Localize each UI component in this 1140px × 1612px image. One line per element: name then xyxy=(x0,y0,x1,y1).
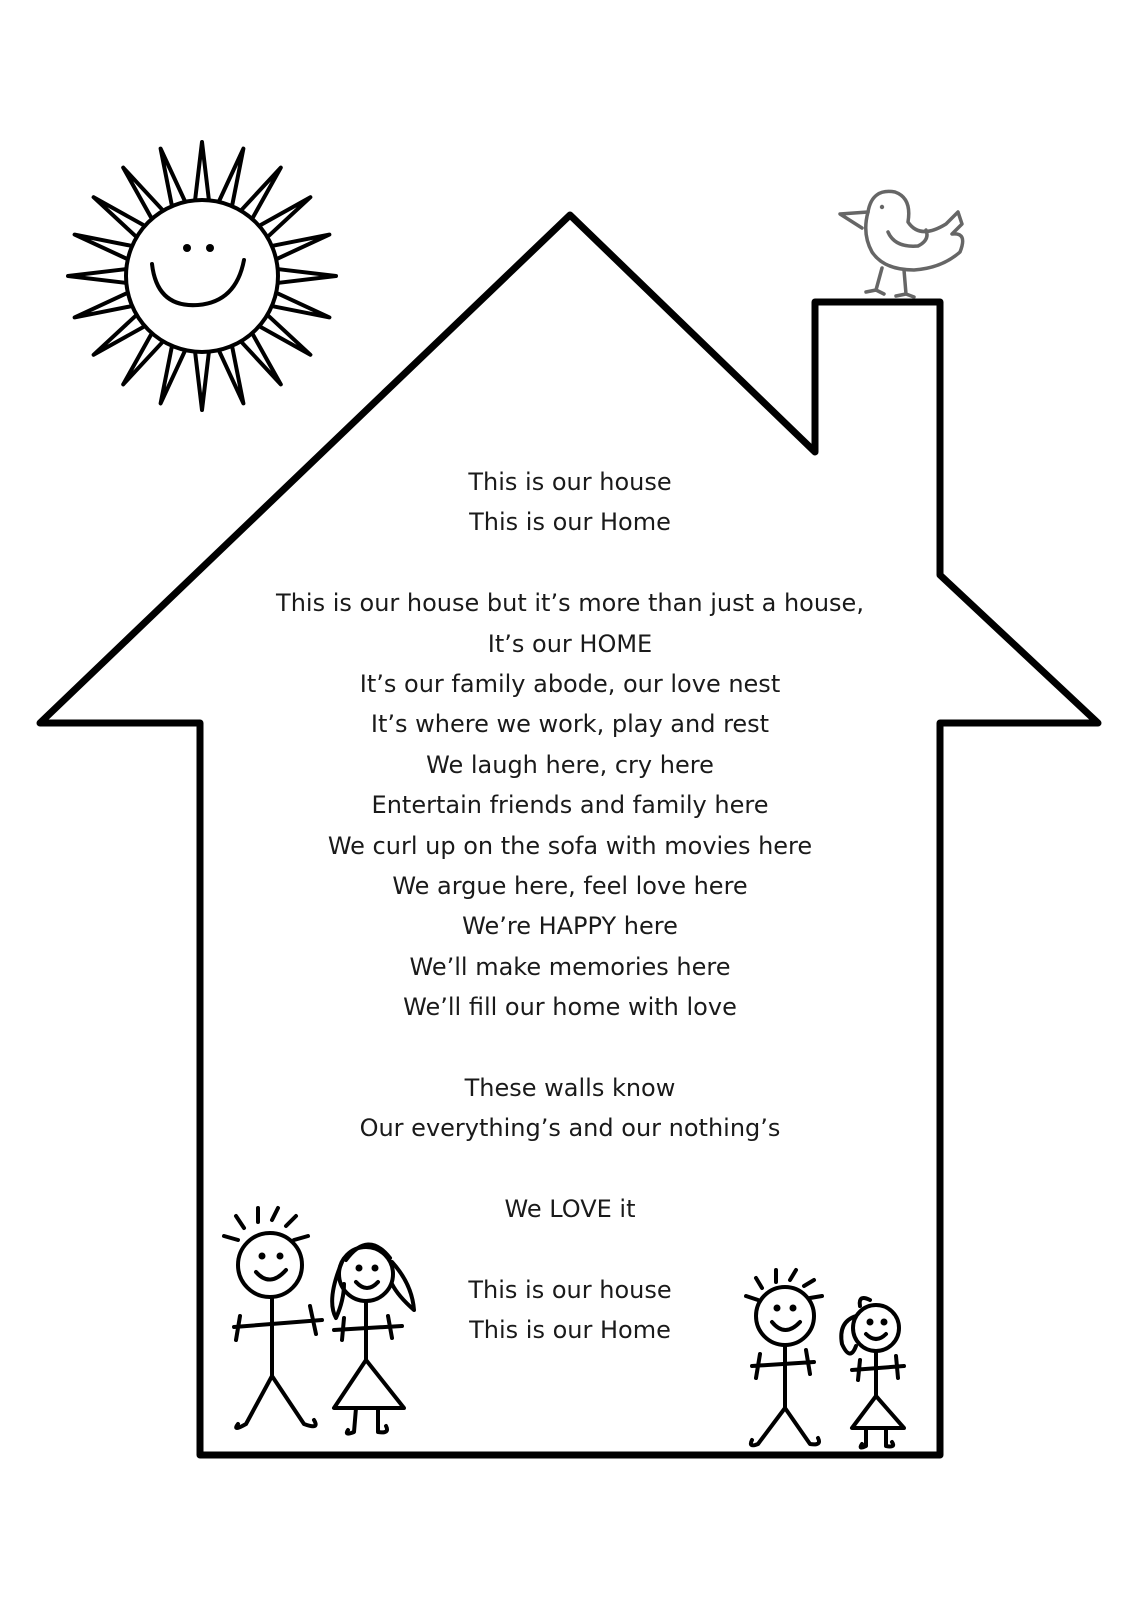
poem-line: This is our house but it’s more than just a house, xyxy=(276,589,864,618)
poem-line: These walls know xyxy=(464,1073,676,1102)
poem-line: This is our Home xyxy=(469,1316,671,1345)
poem-line: We’ll make memories here xyxy=(409,952,731,981)
poem-line: We curl up on the sofa with movies here xyxy=(327,831,813,860)
poem-line: We’re HAPPY here xyxy=(462,912,678,941)
poem-line: Entertain friends and family here xyxy=(371,791,769,820)
poem-line: It’s our HOME xyxy=(487,629,653,658)
sun-rays xyxy=(68,142,336,410)
poem-line: Our everything’s and our nothing’s xyxy=(359,1114,781,1143)
poem-line: We laugh here, cry here xyxy=(426,750,714,779)
poem-line: This is our Home xyxy=(469,508,671,537)
poem-line: It’s our family abode, our love nest xyxy=(359,669,781,698)
poem-line: We LOVE it xyxy=(504,1195,636,1224)
poem-line: This is our house xyxy=(468,468,672,496)
poem-line: This is our house xyxy=(468,1275,672,1304)
poem-line: It’s where we work, play and rest xyxy=(370,710,770,739)
smiling-sun-icon xyxy=(68,142,336,410)
poem-line: We argue here, feel love here xyxy=(392,871,748,900)
poem-line: We’ll fill our home with love xyxy=(403,993,737,1022)
bird-icon xyxy=(840,191,963,297)
poem xyxy=(200,462,940,1351)
